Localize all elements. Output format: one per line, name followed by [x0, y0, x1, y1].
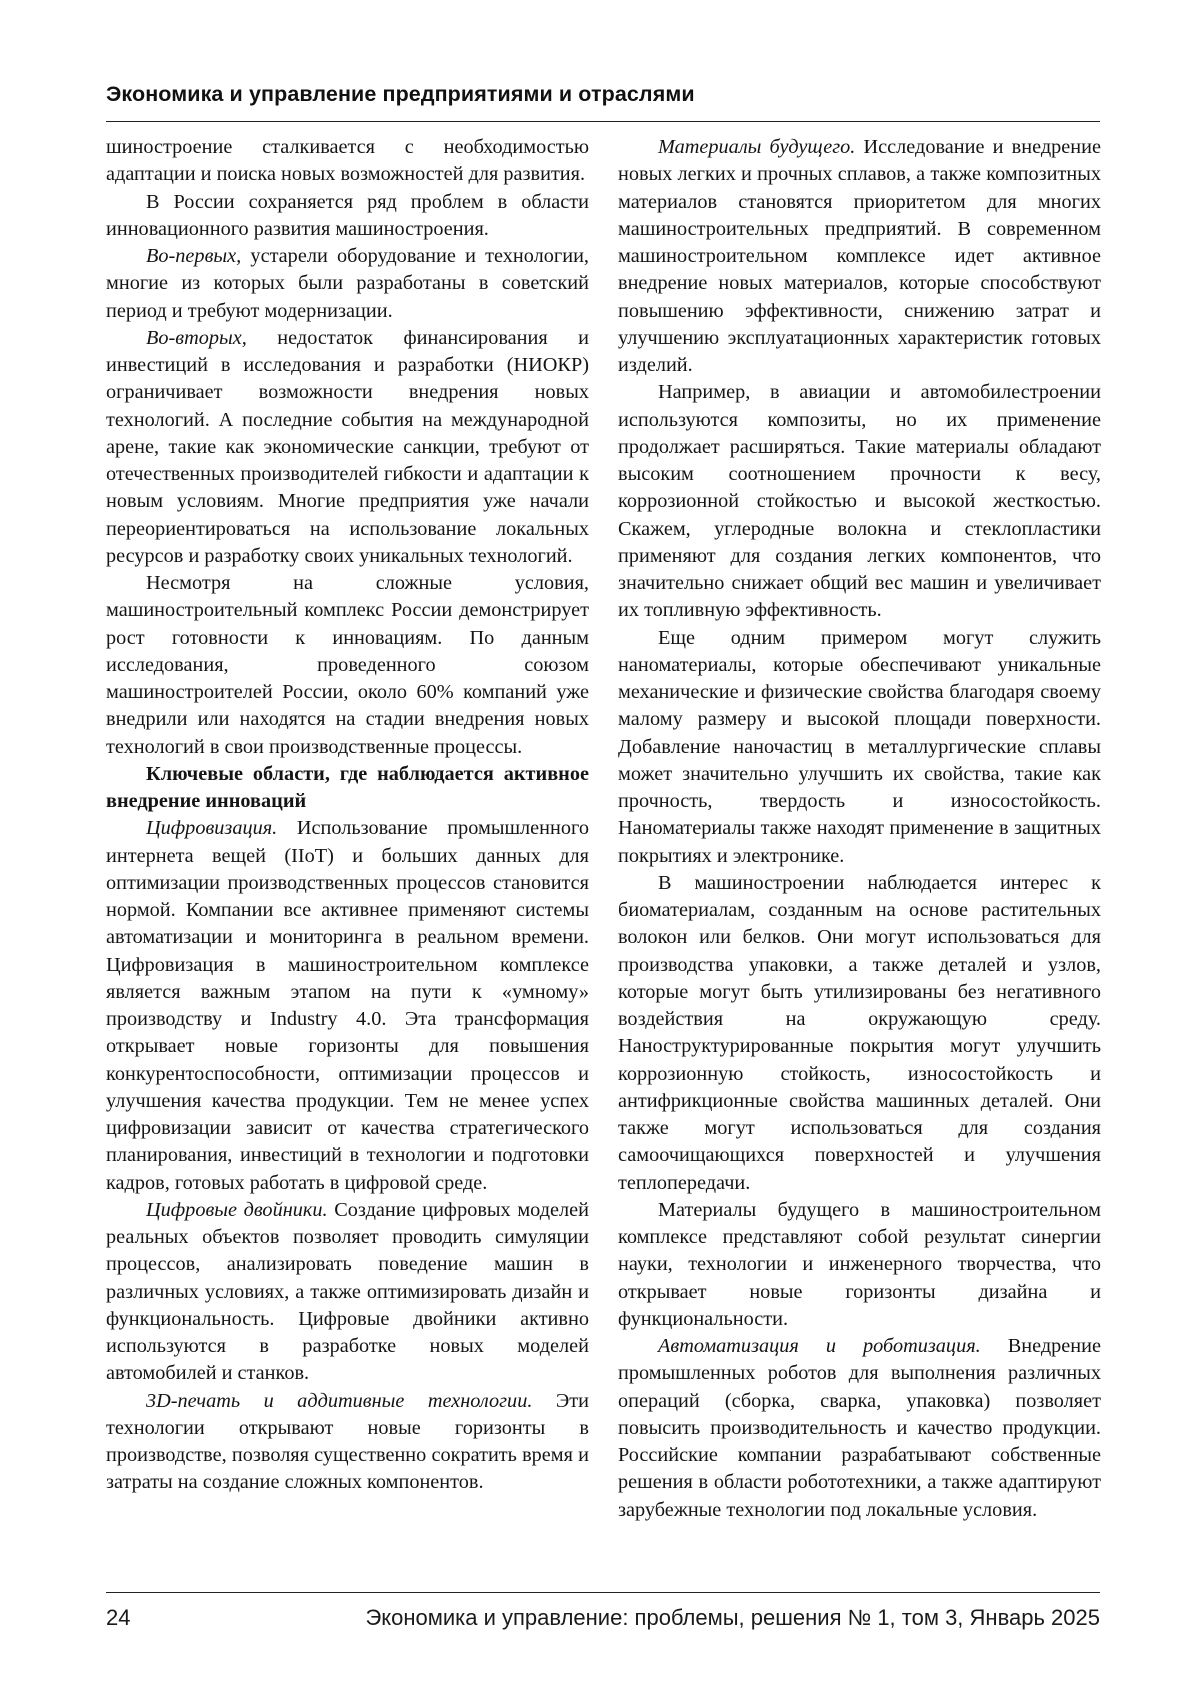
paragraph-continuation: шиностроение сталкивается с необходимостью адаптации и поиска новых возможностей для развития. — [106, 134, 589, 189]
journal-page — [0, 0, 1200, 1698]
paragraph — [618, 1333, 1101, 1524]
paragraph: В России сохраняется ряд проблем в области инновационного развития машиностроения. — [106, 189, 589, 244]
footer-rule — [106, 1592, 1100, 1593]
paragraph-lead: Материалы будущего. — [658, 136, 855, 158]
paragraph-text: устарели оборудование и технологии, многие из которых были разработаны в советский период и требуют модернизации. — [106, 245, 589, 322]
paragraph: Например, в авиации и автомобилестроении используются композиты, но их применение продолжает расширяться. Такие материалы обладают высоким соотношением прочности к весу, коррозионной стойкостью и высокой жесткостью. Скажем, углеродные волокна и стеклопластики применяют для создания легких компонентов, что значительно снижает общий вес машин и увеличивает их топливную эффективность. — [618, 379, 1101, 624]
paragraph-lead: Цифровые двойники. — [146, 1199, 328, 1221]
page-number: 24 — [106, 1605, 130, 1631]
paragraph — [106, 325, 589, 570]
paragraph-text: Эти технологии открывают новые горизонты в производстве, позволяя существенно сократить время и затраты на создание сложных компонентов. — [106, 1390, 589, 1494]
paragraph-text: Внедрение промышленных роботов для выполнения различных операций (сборка, сварка, упаковка) позволяет повысить производительность и качество продукции. Российские компании разрабатывают собственные решения в области робототехники, а также адаптируют зарубежные технологии под локальные условия. — [618, 1335, 1101, 1521]
header-rule — [106, 121, 1100, 122]
paragraph: В машиностроении наблюдается интерес к биоматериалам, созданным на основе растительных волокон или белков. Они могут использоваться для производства упаковки, а также деталей и узлов, которые могут быть утилизированы без негативного воздействия на окружающую среду. Наноструктурированные покрытия могут улучшить коррозионную стойкость, износостойкость и антифрикционные свойства машинных деталей. Они также могут использоваться для создания самоочищающихся поверхностей и улучшения теплопередачи. — [618, 870, 1101, 1197]
paragraph: Еще одним примером могут служить наноматериалы, которые обеспечивают уникальные механические и физические свойства благодаря своему малому размеру и высокой площади поверхности. Добавление наночастиц в металлургические сплавы может значительно улучшить их свойства, такие как прочность, твердость и износостойкость. Наноматериалы также находят применение в защитных покрытиях и электронике. — [618, 625, 1101, 870]
paragraph — [618, 134, 1101, 379]
right-column — [618, 134, 1101, 1524]
section-heading: Ключевые области, где наблюдается активное внедрение инноваций — [106, 761, 589, 816]
journal-citation: Экономика и управление: проблемы, решения № 1, том 3, Январь 2025 — [365, 1605, 1100, 1631]
paragraph — [106, 1388, 589, 1497]
paragraph-text: Создание цифровых моделей реальных объектов позволяет проводить симуляции процессов, анализировать поведение машин в различных условиях, а также оптимизировать дизайн и функциональность. Цифровые двойники активно используются в разработке новых моделей автомобилей и станков. — [106, 1199, 589, 1385]
paragraph-lead: Во-первых, — [146, 245, 241, 267]
paragraph-lead: 3D-печать и аддитивные технологии. — [146, 1390, 532, 1412]
paragraph-text: Исследование и внедрение новых легких и прочных сплавов, а также композитных материалов становятся приоритетом для многих машиностроительных предприятий. В современном машиностроительном комплексе идет активное внедрение новых материалов, которые способствуют повышению эффективности, снижению затрат и улучшению эксплуатационных характеристик готовых изделий. — [618, 136, 1101, 376]
paragraph — [106, 1197, 589, 1388]
paragraph-lead: Во-вторых, — [146, 327, 247, 349]
paragraph-lead: Автоматизация и роботизация. — [658, 1335, 981, 1357]
paragraph — [106, 243, 589, 325]
paragraph — [106, 815, 589, 1197]
running-title: Экономика и управление предприятиями и отраслями — [106, 82, 1100, 107]
paragraph: Материалы будущего в машиностроительном комплексе представляют собой результат синергии науки, технологии и инженерного творчества, что открывает новые горизонты дизайна и функциональности. — [618, 1197, 1101, 1333]
paragraph-text: Использование промышленного интернета вещей (IIoT) и больших данных для оптимизации производственных процессов становится нормой. Компании все активнее применяют системы автоматизации и мониторинга в реальном времени. Цифровизация в машиностроительном комплексе является важным этапом на пути к «умному» производству и Industry 4.0. Эта трансформация открывает новые горизонты для повышения конкурентоспособности, оптимизации процессов и улучшения качества продукции. Тем не менее успех цифровизации зависит от качества стратегического планирования, инвестиций в технологии и подготовки кадров, готовых работать в цифровой среде. — [106, 817, 589, 1193]
left-column — [106, 134, 589, 1497]
paragraph: Несмотря на сложные условия, машиностроительный комплекс России демонстрирует рост готовности к инновациям. По данным исследования, проведенного союзом машиностроителей России, около 60% компаний уже внедрили или находятся на стадии внедрения новых технологий в свои производственные процессы. — [106, 570, 589, 761]
paragraph-text: недостаток финансирования и инвестиций в исследования и разработки (НИОКР) ограничивает возможности внедрения новых технологий. А последние события на международной арене, такие как экономические санкции, требуют от отечественных производителей гибкости и адаптации к новым условиям. Многие предприятия уже начали переориентироваться на использование локальных ресурсов и разработку своих уникальных технологий. — [106, 327, 589, 567]
paragraph-lead: Цифровизация. — [146, 817, 277, 839]
